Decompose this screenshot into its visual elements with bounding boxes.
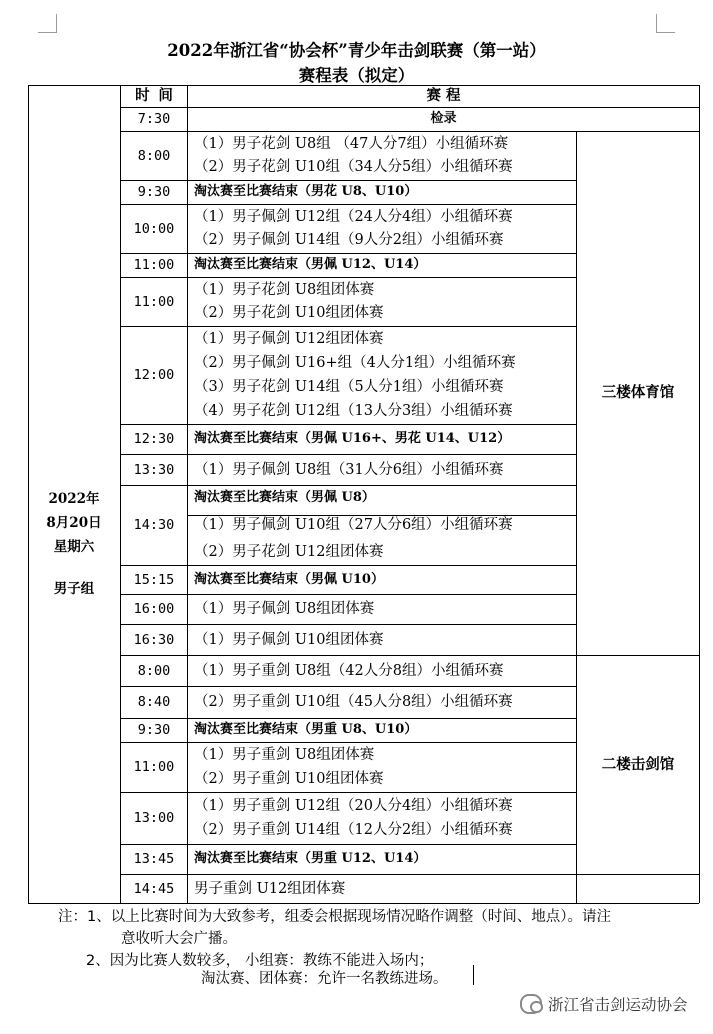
time-cell: 8:00 bbox=[137, 662, 171, 679]
table-rule bbox=[120, 624, 576, 625]
time-cell: 16:00 bbox=[133, 601, 175, 617]
event-cell bbox=[188, 326, 577, 424]
event-item: （2）男子佩剑 U16+组（4人分1组）小组循环赛 bbox=[194, 355, 516, 371]
event-item: （1）男子佩剑 U12组（24人分4组）小组循环赛 bbox=[194, 208, 513, 225]
event-item: （2）男子重剑 U14组（12人分2组）小组循环赛 bbox=[194, 822, 513, 838]
table-rule bbox=[120, 85, 121, 903]
time-cell: 15:15 bbox=[133, 571, 175, 588]
time-cell: 7:30 bbox=[137, 111, 171, 127]
event-heading: 淘汰赛至比赛结束（男佩 U12、U14） bbox=[194, 257, 427, 272]
event-item: （2）男子花剑 U10组（34人分5组）小组循环赛 bbox=[194, 158, 513, 175]
event-item: （1）男子佩剑 U8组团体赛 bbox=[194, 601, 375, 617]
table-rule bbox=[120, 874, 576, 875]
note-line-1: 注：1、以上比赛时间为大致参考，组委会根据现场情况略作调整（时间、地点）。请注 bbox=[58, 909, 611, 925]
table-rule bbox=[120, 424, 576, 425]
table-rule bbox=[120, 326, 576, 327]
event-item: （3）男子花剑 U14组（5人分1组）小组循环赛 bbox=[194, 379, 504, 395]
table-rule bbox=[120, 718, 576, 719]
table-rule bbox=[120, 277, 576, 278]
table-rule bbox=[120, 485, 576, 486]
event-cell bbox=[188, 594, 577, 624]
event-cell bbox=[188, 424, 577, 454]
table-rule bbox=[120, 844, 576, 845]
text-cursor bbox=[473, 965, 474, 985]
date-weekday: 星期六 bbox=[53, 539, 95, 555]
table-rule bbox=[28, 903, 699, 904]
document-subtitle: 赛程表（拟定） bbox=[298, 66, 415, 85]
time-cell: 13:45 bbox=[133, 851, 175, 867]
event-item: 男子重剑 U12组团体赛 bbox=[194, 880, 346, 897]
table-rule bbox=[576, 874, 699, 875]
table-rule bbox=[28, 85, 699, 86]
event-heading: 淘汰赛至比赛结束（男重 U8、U10） bbox=[194, 722, 418, 737]
event-cell bbox=[188, 742, 577, 792]
event-item: （2）男子花剑 U10组团体赛 bbox=[194, 304, 384, 321]
table-rule bbox=[120, 204, 576, 205]
event-cell bbox=[188, 131, 577, 180]
event-item: （1）男子重剑 U12组（20人分4组）小组循环赛 bbox=[194, 798, 513, 814]
time-cell: 8:40 bbox=[137, 694, 171, 710]
time-cell: 8:00 bbox=[137, 147, 171, 164]
table-rule bbox=[187, 85, 188, 903]
event-cell bbox=[188, 874, 577, 903]
event-item: （4）男子花剑 U12组（13人分3组）小组循环赛 bbox=[194, 403, 513, 419]
note-line-4: 淘汰赛、团体赛：允许一名教练进场。 bbox=[201, 971, 448, 987]
venue-second-floor: 二楼击剑馆 bbox=[601, 755, 675, 773]
group-label: 男子组 bbox=[53, 581, 95, 597]
time-cell: 12:00 bbox=[133, 367, 175, 383]
event-item: （1）男子重剑 U8组（42人分8组）小组循环赛 bbox=[194, 662, 504, 679]
table-rule bbox=[120, 742, 576, 743]
document-title: 2022年浙江省“协会杯”青少年击剑联赛（第一站） bbox=[167, 41, 546, 60]
event-cell bbox=[188, 565, 577, 594]
note-line-3: 2、因为比赛人数较多， 小组赛：教练不能进入场内； bbox=[86, 953, 434, 969]
watermark bbox=[520, 993, 688, 1015]
header-time: 时 间 bbox=[135, 88, 173, 104]
time-cell: 16:30 bbox=[133, 631, 175, 648]
time-cell: 13:30 bbox=[133, 461, 175, 478]
event-cell bbox=[188, 655, 577, 686]
event-cell bbox=[188, 718, 577, 742]
time-cell: 14:30 bbox=[133, 517, 175, 533]
table-rule bbox=[28, 85, 29, 903]
time-cell: 10:00 bbox=[133, 220, 175, 237]
event-cell bbox=[188, 204, 577, 253]
time-cell: 11:00 bbox=[133, 293, 175, 310]
time-cell: 9:30 bbox=[137, 722, 171, 738]
event-item: （2）男子花剑 U12组团体赛 bbox=[194, 543, 384, 560]
table-rule bbox=[120, 565, 576, 566]
event-item: （1）男子花剑 U8组团体赛 bbox=[194, 281, 375, 298]
time-cell: 9:30 bbox=[137, 184, 171, 200]
header-schedule: 赛 程 bbox=[426, 87, 461, 104]
date-year: 2022年 bbox=[48, 491, 100, 507]
table-rule bbox=[576, 131, 577, 903]
event-cell bbox=[188, 686, 577, 718]
time-cell: 11:00 bbox=[133, 759, 175, 775]
table-rule bbox=[120, 253, 576, 254]
time-cell: 13:00 bbox=[133, 810, 175, 826]
row-sub-rule bbox=[187, 515, 576, 516]
event-heading: 淘汰赛至比赛结束（男佩 U8） bbox=[194, 490, 375, 506]
watermark-text: 浙江省击剑运动协会 bbox=[548, 996, 688, 1014]
event-item: （2）男子重剑 U10组（45人分8组）小组循环赛 bbox=[194, 694, 513, 710]
table-rule bbox=[120, 131, 699, 132]
time-cell: 12:30 bbox=[133, 431, 175, 447]
table-rule bbox=[120, 686, 576, 687]
event-item: （1）男子佩剑 U10组（27人分6组）小组循环赛 bbox=[194, 516, 513, 533]
note-line-2: 意收听大会广播。 bbox=[121, 931, 237, 947]
event-item: （1）男子佩剑 U10组团体赛 bbox=[194, 631, 384, 648]
table-rule bbox=[120, 180, 576, 181]
table-rule bbox=[120, 655, 576, 656]
event-cell bbox=[188, 624, 577, 655]
event-heading: 淘汰赛至比赛结束（男佩 U16+、男花 U14、U12） bbox=[194, 431, 511, 446]
time-cell: 11:00 bbox=[133, 257, 175, 273]
table-rule bbox=[699, 85, 700, 903]
event-cell bbox=[188, 277, 577, 326]
date-group-cell bbox=[28, 85, 120, 953]
event-item: （1）男子佩剑 U8组（31人分6组）小组循环赛 bbox=[194, 461, 504, 478]
event-heading: 淘汰赛至比赛结束（男佩 U10） bbox=[194, 571, 384, 587]
event-heading: 淘汰赛至比赛结束（男花 U8、U10） bbox=[194, 184, 418, 199]
event-item: （1）男子重剑 U8组团体赛 bbox=[194, 747, 375, 763]
event-item: （1）男子佩剑 U12组团体赛 bbox=[194, 331, 384, 347]
event-cell bbox=[188, 180, 577, 204]
event-cell bbox=[188, 792, 577, 844]
event-heading: 检录 bbox=[430, 111, 457, 126]
table-rule bbox=[120, 107, 699, 108]
event-cell bbox=[188, 485, 577, 565]
table-rule bbox=[576, 655, 699, 656]
event-item: （2）男子佩剑 U14组（9人分2组）小组循环赛 bbox=[194, 231, 504, 248]
table-rule bbox=[120, 594, 576, 595]
event-cell bbox=[188, 844, 577, 874]
date-day: 8月20日 bbox=[46, 515, 102, 531]
table-rule bbox=[120, 792, 576, 793]
event-cell bbox=[188, 454, 577, 485]
event-item: （2）男子重剑 U10组团体赛 bbox=[194, 771, 384, 787]
event-heading: 淘汰赛至比赛结束（男重 U12、U14） bbox=[194, 851, 427, 866]
event-item: （1）男子花剑 U8组 （47人分7组）小组循环赛 bbox=[194, 135, 509, 152]
table-rule bbox=[120, 454, 576, 455]
venue-third-floor: 三楼体育馆 bbox=[601, 384, 675, 401]
time-cell: 14:45 bbox=[133, 880, 175, 897]
event-cell bbox=[188, 253, 577, 277]
event-cell bbox=[188, 107, 699, 131]
wechat-icon bbox=[520, 994, 542, 1014]
